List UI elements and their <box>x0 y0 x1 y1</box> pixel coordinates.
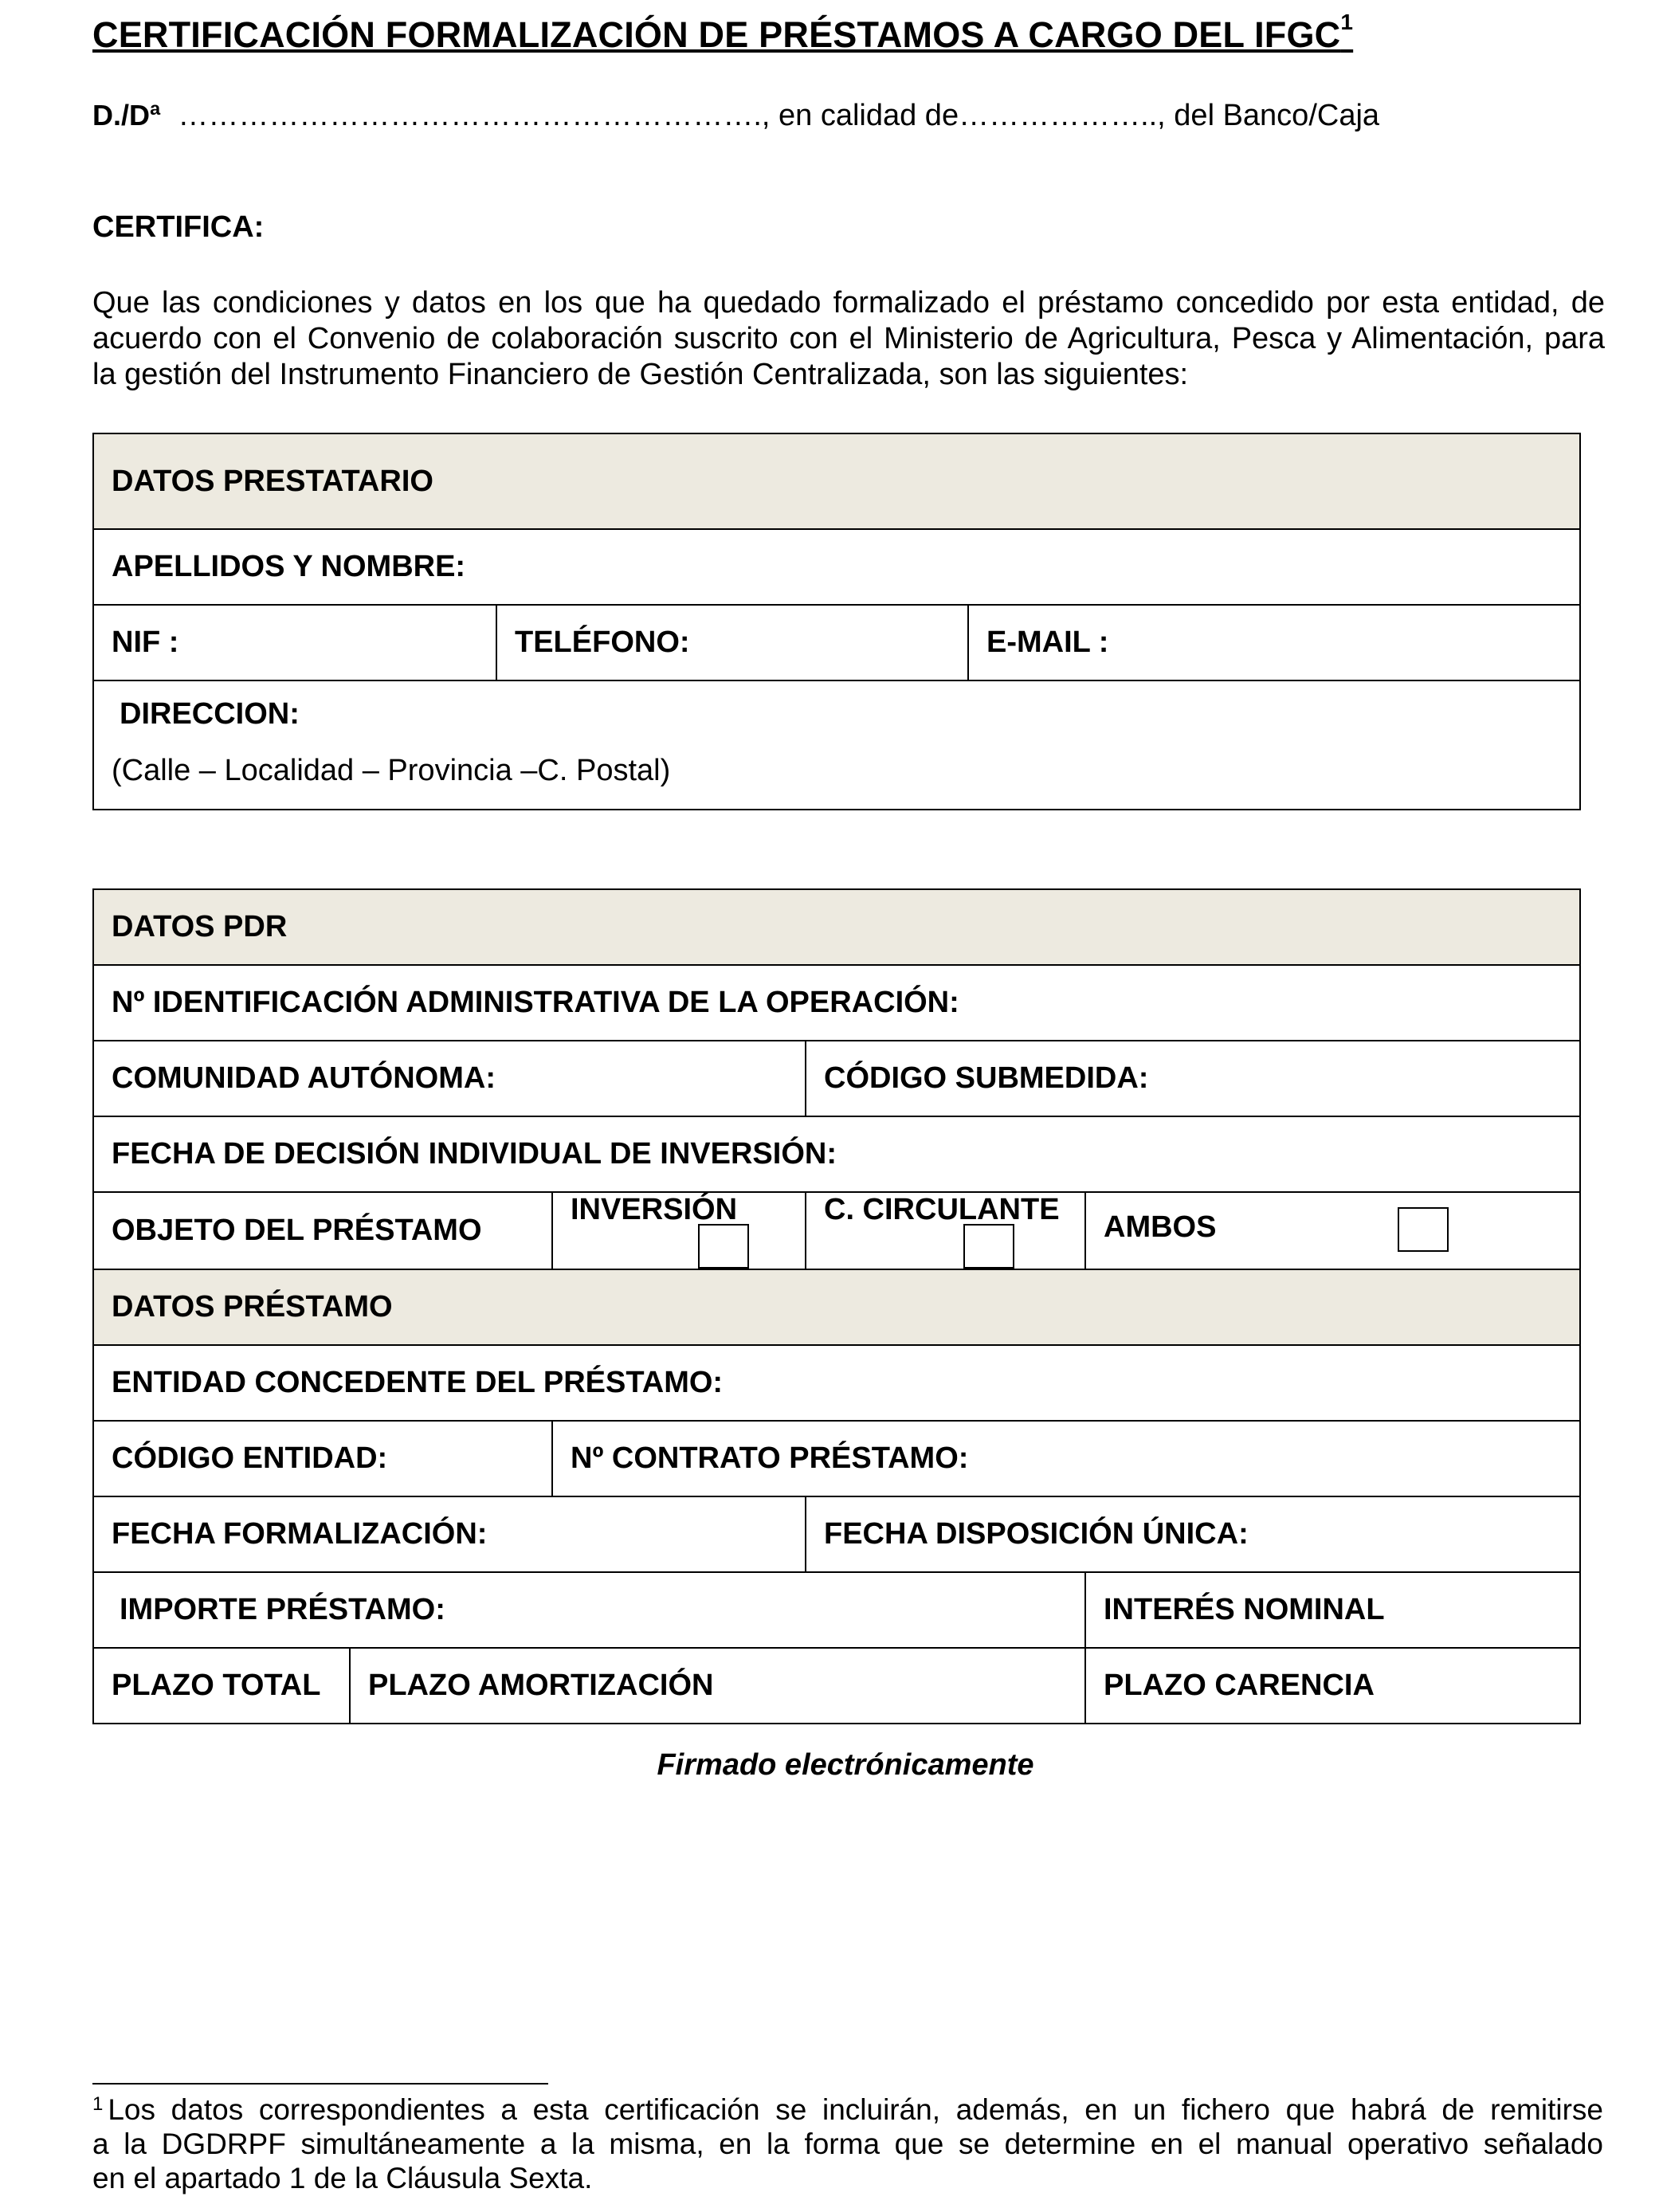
footnote-line-text: Los datos correspondientes a esta certificación se incluirán, además, en un fichero que habrá de remitirse <box>108 2093 1603 2126</box>
fecha-formalizacion-field[interactable]: FECHA FORMALIZACIÓN: <box>93 1496 806 1572</box>
importe-field[interactable]: IMPORTE PRÉSTAMO: <box>93 1572 1085 1648</box>
fecha-decision-field[interactable]: FECHA DE DECISIÓN INDIVIDUAL DE INVERSIÓN: <box>93 1116 1580 1192</box>
pdr-prestamo-table <box>92 888 1581 1724</box>
footnote-line <box>92 2092 1603 2127</box>
intro-line <box>92 99 1379 133</box>
footnote-ref: 1 <box>92 2093 104 2115</box>
paragraph-line: acuerdo con el Convenio de colaboración suscrito con el Ministerio de Agricultura, Pesca y Alimentación, para <box>92 322 1605 355</box>
footnote <box>92 2092 1603 2195</box>
intro-text: …………………………………………………., en calidad de……………….., del Banco/Caja <box>178 99 1380 132</box>
nif-field[interactable]: NIF : <box>93 605 496 680</box>
footnote-divider <box>92 2083 548 2085</box>
inversion-checkbox[interactable] <box>698 1224 749 1269</box>
contrato-field[interactable]: Nº CONTRATO PRÉSTAMO: <box>552 1421 1580 1496</box>
plazo-total-field[interactable]: PLAZO TOTAL <box>93 1648 350 1724</box>
option-ambos-label: AMBOS <box>1104 1210 1217 1244</box>
footnote-line: en el apartado 1 de la Cláusula Sexta. <box>92 2162 593 2194</box>
option-inversion[interactable] <box>552 1192 806 1269</box>
direccion-field[interactable] <box>93 680 1580 810</box>
plazo-amortizacion-field[interactable]: PLAZO AMORTIZACIÓN <box>350 1648 1085 1724</box>
intro-label: D./Dª <box>92 99 161 131</box>
comunidad-field[interactable]: COMUNIDAD AUTÓNOMA: <box>93 1041 806 1116</box>
apellidos-field[interactable]: APELLIDOS Y NOMBRE: <box>93 529 1580 605</box>
ambos-checkbox[interactable] <box>1398 1207 1449 1252</box>
intro-paragraph <box>92 285 1605 393</box>
direccion-hint: (Calle – Localidad – Provincia –C. Postal) <box>112 754 671 787</box>
objeto-label: OBJETO DEL PRÉSTAMO <box>93 1192 552 1269</box>
pdr-header: DATOS PDR <box>93 889 1580 965</box>
option-circulante-label: C. CIRCULANTE <box>824 1193 1060 1226</box>
paragraph-line: la gestión del Instrumento Financiero de Gestión Centralizada, son las siguientes: <box>92 358 1189 391</box>
document-title <box>92 10 1354 56</box>
email-field[interactable]: E-MAIL : <box>968 605 1580 680</box>
direccion-label: DIRECCION: <box>120 697 300 731</box>
prestamo-header: DATOS PRÉSTAMO <box>93 1269 1580 1345</box>
option-ambos[interactable] <box>1085 1192 1580 1269</box>
document-title-text: CERTIFICACIÓN FORMALIZACIÓN DE PRÉSTAMOS A CARGO DEL IFGC <box>92 14 1341 55</box>
entidad-field[interactable]: ENTIDAD CONCEDENTE DEL PRÉSTAMO: <box>93 1345 1580 1421</box>
footnote-line: a la DGDRPF simultáneamente a la misma, en la forma que se determine en el manual operativo señalado <box>92 2128 1603 2160</box>
certifica-heading: CERTIFICA: <box>92 210 265 244</box>
signature-note: Firmado electrónicamente <box>657 1748 1034 1782</box>
fecha-disposicion-field[interactable]: FECHA DISPOSICIÓN ÚNICA: <box>806 1496 1580 1572</box>
identificacion-field[interactable]: Nº IDENTIFICACIÓN ADMINISTRATIVA DE LA OPERACIÓN: <box>93 965 1580 1041</box>
prestatario-table <box>92 433 1581 810</box>
codigo-entidad-field[interactable]: CÓDIGO ENTIDAD: <box>93 1421 552 1496</box>
option-circulante[interactable] <box>806 1192 1085 1269</box>
prestatario-header: DATOS PRESTATARIO <box>93 433 1580 529</box>
paragraph-line: Que las condiciones y datos en los que ha quedado formalizado el préstamo concedido por esta entidad, de <box>92 286 1605 320</box>
plazo-carencia-field[interactable]: PLAZO CARENCIA <box>1085 1648 1580 1724</box>
telefono-field[interactable]: TELÉFONO: <box>496 605 968 680</box>
interes-field[interactable]: INTERÉS NOMINAL <box>1085 1572 1580 1648</box>
circulante-checkbox[interactable] <box>963 1224 1014 1269</box>
submedida-field[interactable]: CÓDIGO SUBMEDIDA: <box>806 1041 1580 1116</box>
title-footnote-ref: 1 <box>1340 10 1354 34</box>
option-inversion-label: INVERSIÓN <box>571 1193 738 1226</box>
